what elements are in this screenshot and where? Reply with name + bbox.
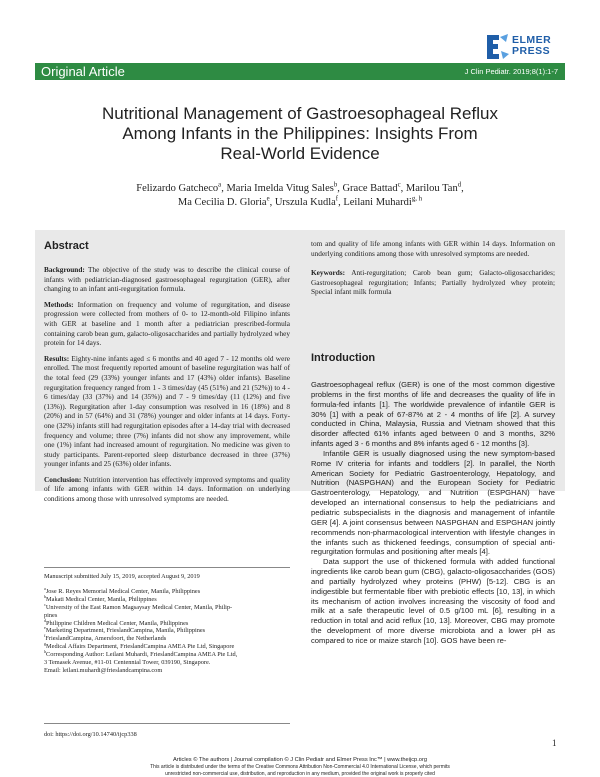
affiliation: $^d$Philippine Children Medical Center, Manila, Philippines: [44, 617, 189, 627]
affiliation: $^h$Corresponding Author: Leilani Muhardi, FrieslandCampina AMEA Pte Ltd,: [44, 649, 238, 659]
notes-divider: [44, 567, 290, 568]
paper-title: [50, 104, 550, 164]
abstract-conclusion: Conclusion: Nutrition intervention has effectively improved symptoms and quality of life among infants with GER within 14 days. Information on underlying conditions among those with unresolved symptoms are needed.: [44, 474, 290, 504]
affiliation: pines: [44, 611, 58, 619]
manuscript-notes: [44, 573, 294, 675]
introduction-body: [311, 380, 555, 646]
intro-paragraph: Infantile GER is usually diagnosed using the new symptom-based Rome IV criteria for infants and toddlers [2]. In parallel, the North American Society for Pediatric Gastroenterology, Hepatology, and Nutrition (NASPGHAN) and the European Society for Pediatric Gastroenterology, Hepatology, and Nutrition (ESPGHAN) have developed an international consensus to help the pediatricians and pediatric subspecialists in the diagnosis and management of infantile GER [4]. A joint consensus between NASPGHAN and ESPGHAN jointly recommends non-pharmacological intervention with lifestyle changes in the infants such as thickened feedings, consumption of special anti-regurgitation formulas and positioning after meals [4].: [311, 448, 555, 557]
abstract-background: Background: The objective of the study was to describe the clinical course of infants with pediatrician-diagnosed gastroesophageal regurgitation (GER), after changing to an infant anti-regurgitation formula.: [44, 265, 290, 294]
footer-copyright: Articles © The authors | Journal compilation © J Clin Pediatr and Elmer Press Inc™ | www.theijcp.org: [173, 757, 427, 763]
affiliation: $^f$FrieslandCampina, Amersfoort, the Netherlands: [44, 633, 167, 643]
intro-paragraph: Gastroesophageal reflux (GER) is one of the most common digestive problems in the first months of life and decreases the quality of life in formula-fed infants [1]. The worldwide prevalence of infantile GER is 30% [1] with a peak of 67-87% at 2 - 4 months of life [2]. A survey conducted in China, Malaysia, Russia and Vietnam showed that this disorder affected 61% infants aged between 0 and 3 months, 32% infants aged 3 - 6 months and 8% infants aged 6 - 12 months [3].: [311, 380, 555, 449]
affiliation: $^a$Jose R. Reyes Memorial Medical Center, Manila, Philippines: [44, 585, 201, 595]
affiliation: 3 Temasek Avenue, #11-01 Centennial Tower, 039190, Singapore.: [44, 659, 211, 667]
abstract-results: Results: Eighty-nine infants aged ≤ 6 months and 40 aged 7 - 12 months old were enrolled. The most frequently reported amount of baseline regurgitation was half of the total feed (29 (33%) younger infants and 17 (43%) older infants). Baseline regurgitation frequency ranged from 1 - 3 times/day (45 (51%) and 21 (52%)) to 4 - 6 times/day (33 (37%) and 14 (35%)) and 7 - 9 times/day (11 (12%) and five (13%)). Regurgitation after 1-day consumption was resolved in 16 (18%) and 8 (20%) and in 57 (64%) and 31 (78%) younger and older infants at 14 days. Forty-one (32%) infants still had regurgitation episodes after a 14-day trial with decreased frequency and volume; three (7%) infants did not show any improvement, while one (1%) infant had increased amount of regurgitation. No medicine was given to study participants. Parent-reported sleep disturbance decreased in three (37%) younger infants and 25 (63%) older infants.: [44, 353, 290, 469]
abstract-conclusion-continued: tom and quality of life among infants with GER within 14 days. Information on underlying conditions among those with unresolved symptoms are needed.: [311, 239, 555, 258]
manuscript-dates: Manuscript submitted July 15, 2019, accepted August 9, 2019: [44, 573, 200, 580]
title-line: Real-World Evidence: [220, 144, 380, 163]
abstract-left-column: [44, 265, 291, 504]
intro-paragraph: Data support the use of thickened formula with added functional ingredients like carob bean gum (CBG), galacto-oligosaccharides (GOS) and partially hydrolyzed whey proteins (PHW) [5-12]. CBG is an indigestible but fermentable fiber with prebiotic effects [10, 13], in which its mechanism of action involves increasing the viscosity of food and milk at a safe therapeutic level of 0.5 g/100 mL [6], resulting in a reduction in total and acid reflux [10, 13]. Moreover, CBG may promote the development of more diverse microbiota and a lower pH as compared to rice or maize starch [10]. GOS have been re-: [311, 557, 555, 645]
article-type-label: Original Article: [41, 64, 125, 79]
affiliation: $^c$University of the East Ramon Magsaysay Medical Center, Manila, Philip-: [44, 601, 233, 611]
doi-divider: [44, 723, 290, 724]
page-number: 1: [552, 738, 557, 748]
introduction-heading: Introduction: [311, 352, 376, 364]
title-line: Among Infants in the Philippines: Insights From: [122, 124, 478, 143]
title-line: Nutritional Management of Gastroesophageal Reflux: [102, 104, 498, 123]
affiliation: $^b$Makati Medical Center, Manila, Philippines: [44, 593, 157, 603]
affiliation: $^e$Marketing Department, FrieslandCampina, Manila, Philippines: [44, 625, 206, 635]
article-type-banner: [35, 63, 565, 80]
journal-citation: J Clin Pediatr. 2019;8(1):1-7: [464, 67, 558, 76]
footer-license-cont: unrestricted non-commercial use, distribution, and reproduction in any medium, provided the original work is properly cited: [165, 770, 435, 777]
corresponding-email: Email: leilani.muhardi@frieslandcampina.com: [44, 666, 163, 674]
publisher-logo-text: ELMER PRESS: [512, 34, 552, 57]
footer-license: This article is distributed under the terms of the Creative Commons Attribution Non-Commercial 4.0 International License, which permits: [150, 764, 450, 771]
abstract-heading: Abstract: [44, 240, 89, 252]
abstract-keywords: Keywords: Anti-regurgitation; Carob bean gum; Galacto-oligosaccharides; Gastroesophageal regurgitation; Infants; Partially hydrolyzed whey protein; Special infant milk formula: [311, 268, 556, 297]
affiliation: $^g$Medical Affairs Department, FrieslandCampina AMEA Pte Ltd, Singapore: [44, 641, 235, 651]
abstract-methods: Methods: Information on frequency and volume of regurgitation, and disease progression were collected from mothers of 0- to 12-month-old Filipino infants with GER at baseline and 1 month after a pediatrician prescribed-formula containing carob bean gum, galacto-oligosaccharides and partially hydrolyzed whey protein for 14 days.: [44, 299, 291, 348]
page-footer: [40, 757, 560, 777]
abstract-right-column: [311, 239, 555, 303]
doi-link[interactable]: doi: https://doi.org/10.14740/ijcp338: [44, 731, 137, 738]
author-list: Felizardo Gatcheco$^a$, Maria Imelda Vitug Sales$^b$, Grace Battad$^c$, Marilou Tan$^d$, Ma Cecilia D. Gloria$^e$, Urszula Kudla$^f$, Leilani Muhardi$^{g, h}$: [136, 181, 464, 208]
